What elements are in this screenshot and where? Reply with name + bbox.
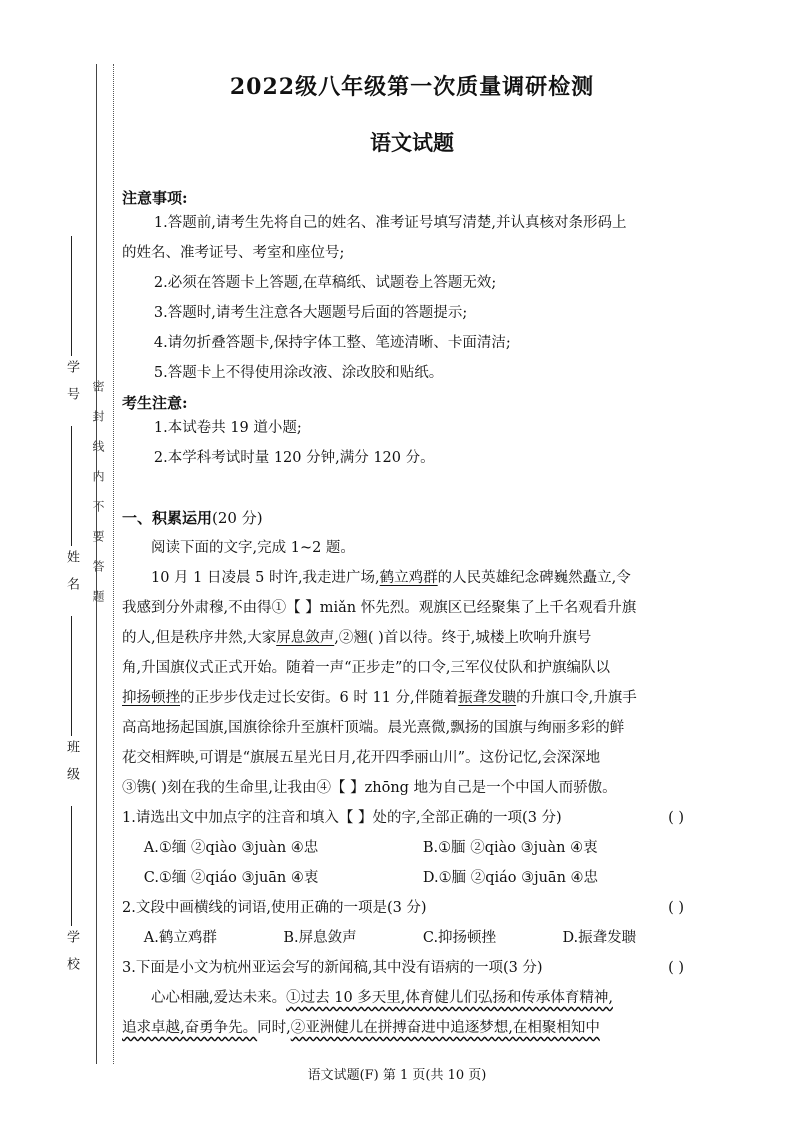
- q3-sentence-1-cont: 追求卓越,奋勇争先。: [122, 1020, 258, 1036]
- student-no-field[interactable]: [62, 230, 81, 414]
- q1-option-a[interactable]: A.①缅 ②qiào ③juàn ④忠: [143, 840, 319, 856]
- passage-text: 的正步步伐走过长安街。6 时 11 分,伴随着: [180, 690, 459, 706]
- passage-line-3: [122, 623, 702, 653]
- candidate-item-1: 1.本试卷共 19 道小题;: [153, 420, 302, 436]
- school-field[interactable]: [62, 800, 81, 984]
- passage-line-7: 花交相辉映,可谓是“旗展五星光日月,花开四季丽山川”。这份记忆,会深深地: [122, 750, 601, 766]
- passage-line-5: [122, 683, 702, 713]
- passage-text: 的升旗口令,升旗手: [516, 690, 637, 706]
- underlined-word-1: 鹤立鸡群: [379, 570, 438, 586]
- underlined-word-4: 振聋发聩: [458, 690, 517, 706]
- question-1-options-row-1: [122, 833, 702, 863]
- q3-sentence-2: ②亚洲健儿在拼搏奋进中追逐梦想,在相聚相知中: [290, 1020, 600, 1036]
- question-3-answer-box[interactable]: ( ): [668, 960, 684, 976]
- name-label: 姓名: [64, 550, 79, 605]
- exam-subtitle: 语文试题: [370, 130, 454, 155]
- school-line[interactable]: [71, 806, 72, 926]
- q3-text: 心心相融,爱达未来。: [151, 990, 287, 1006]
- passage-line-4: 角,升国旗仪式正式开始。随着一声“正步走”的口令,三军仪仗队和护旗编队以: [122, 660, 611, 676]
- q1-option-c[interactable]: C.①缅 ②qiáo ③juān ④衷: [143, 870, 319, 886]
- q3-text: 同时,: [257, 1020, 291, 1036]
- question-1-stem: 1.请选出文中加点字的注音和填入【 】处的字,全部正确的一项(3 分): [122, 810, 562, 826]
- q2-option-d[interactable]: D.振聋发聩: [562, 930, 637, 946]
- notice-item-5: 5.答题卡上不得使用涂改液、涂改胶和贴纸。: [153, 365, 444, 381]
- notice-item-1b: 的姓名、准考证号、考室和座位号;: [122, 245, 345, 261]
- question-1-options-row-2: [122, 863, 702, 893]
- passage-line-8: ③镌( )刻在我的生命里,让我由④【 】zhōng 地为自己是一个中国人而骄傲。: [122, 780, 617, 796]
- passage-text: ,②翘( )首以待。终于,城楼上吹响升旗号: [334, 630, 592, 646]
- part1-title-text: 一、积累运用: [122, 509, 213, 527]
- part1-intro: 阅读下面的文字,完成 1~2 题。: [151, 540, 355, 556]
- class-line[interactable]: [71, 616, 72, 736]
- question-3-stem: 3.下面是小文为杭州亚运会写的新闻稿,其中没有语病的一项(3 分): [122, 960, 543, 976]
- passage-text: 10 月 1 日凌晨 5 时许,我走进广场,: [151, 570, 380, 586]
- binding-dotted-line: [113, 64, 114, 1064]
- q2-option-c[interactable]: C.抑扬顿挫: [422, 930, 497, 946]
- q2-option-b[interactable]: B.屏息敛声: [283, 930, 357, 946]
- school-label: 学校: [64, 930, 79, 985]
- seal-notice: 密封线内不要答题: [91, 380, 105, 620]
- notice-item-3: 3.答题时,请考生注意各大题题号后面的答题提示;: [153, 305, 468, 321]
- q3-sentence-1: ①过去 10 多天里,体育健儿们弘扬和传承体育精神,: [286, 990, 613, 1006]
- student-no-label: 学号: [64, 360, 79, 415]
- class-label: 班级: [64, 740, 79, 795]
- candidate-heading: 考生注意:: [122, 394, 188, 412]
- notice-heading: 注意事项:: [122, 189, 188, 207]
- passage-text: 的人民英雄纪念碑巍然矗立,令: [437, 570, 631, 586]
- student-no-line[interactable]: [71, 236, 72, 356]
- candidate-item-2: 2.本学科考试时量 120 分钟,满分 120 分。: [153, 450, 435, 466]
- question-1-answer-box[interactable]: ( ): [668, 810, 684, 826]
- question-2-stem: 2.文段中画横线的词语,使用正确的一项是(3 分): [122, 900, 427, 916]
- page-footer: 语文试题(F) 第 1 页(共 10 页): [307, 1068, 487, 1083]
- part1-title: [122, 503, 702, 533]
- passage-text: 的人,但是秩序井然,大家: [122, 630, 277, 646]
- question-2-options: [122, 923, 702, 953]
- underlined-word-2: 屏息敛声: [276, 630, 335, 646]
- passage-line-2: 我感到分外肃穆,不由得①【 】miǎn 怀先烈。观旗区已经聚集了上千名观看升旗: [122, 600, 637, 616]
- exam-title: 2022级八年级第一次质量调研检测: [229, 74, 595, 100]
- q1-option-d[interactable]: D.①腼 ②qiáo ③juān ④忠: [422, 870, 599, 886]
- notice-item-1a: 1.答题前,请考生先将自己的姓名、准考证号填写清楚,并认真核对条形码上: [153, 215, 627, 231]
- notice-item-2: 2.必须在答题卡上答题,在草稿纸、试题卷上答题无效;: [153, 275, 497, 291]
- notice-item-4: 4.请勿折叠答题卡,保持字体工整、笔迹清晰、卡面清洁;: [153, 335, 511, 351]
- q1-option-b[interactable]: B.①腼 ②qiào ③juàn ④衷: [422, 840, 598, 856]
- passage-line-6: 高高地扬起国旗,国旗徐徐升至旗杆顶端。晨光熹微,飘扬的国旗与绚丽多彩的鲜: [122, 720, 625, 736]
- part1-score: (20 分): [212, 509, 263, 527]
- q3-passage-line-2: [122, 1013, 702, 1043]
- name-line[interactable]: [71, 426, 72, 546]
- underlined-word-3: 抑扬顿挫: [122, 690, 180, 706]
- passage-line-1: [122, 563, 702, 593]
- exam-content: [122, 70, 702, 1043]
- class-field[interactable]: [62, 610, 81, 794]
- q3-passage-line-1: [122, 983, 702, 1013]
- name-field[interactable]: [62, 420, 81, 604]
- question-3: [122, 953, 702, 983]
- question-2-answer-box[interactable]: ( ): [668, 900, 684, 916]
- q2-option-a[interactable]: A.鹤立鸡群: [143, 930, 217, 946]
- question-2: [122, 893, 702, 923]
- question-1: [122, 803, 702, 833]
